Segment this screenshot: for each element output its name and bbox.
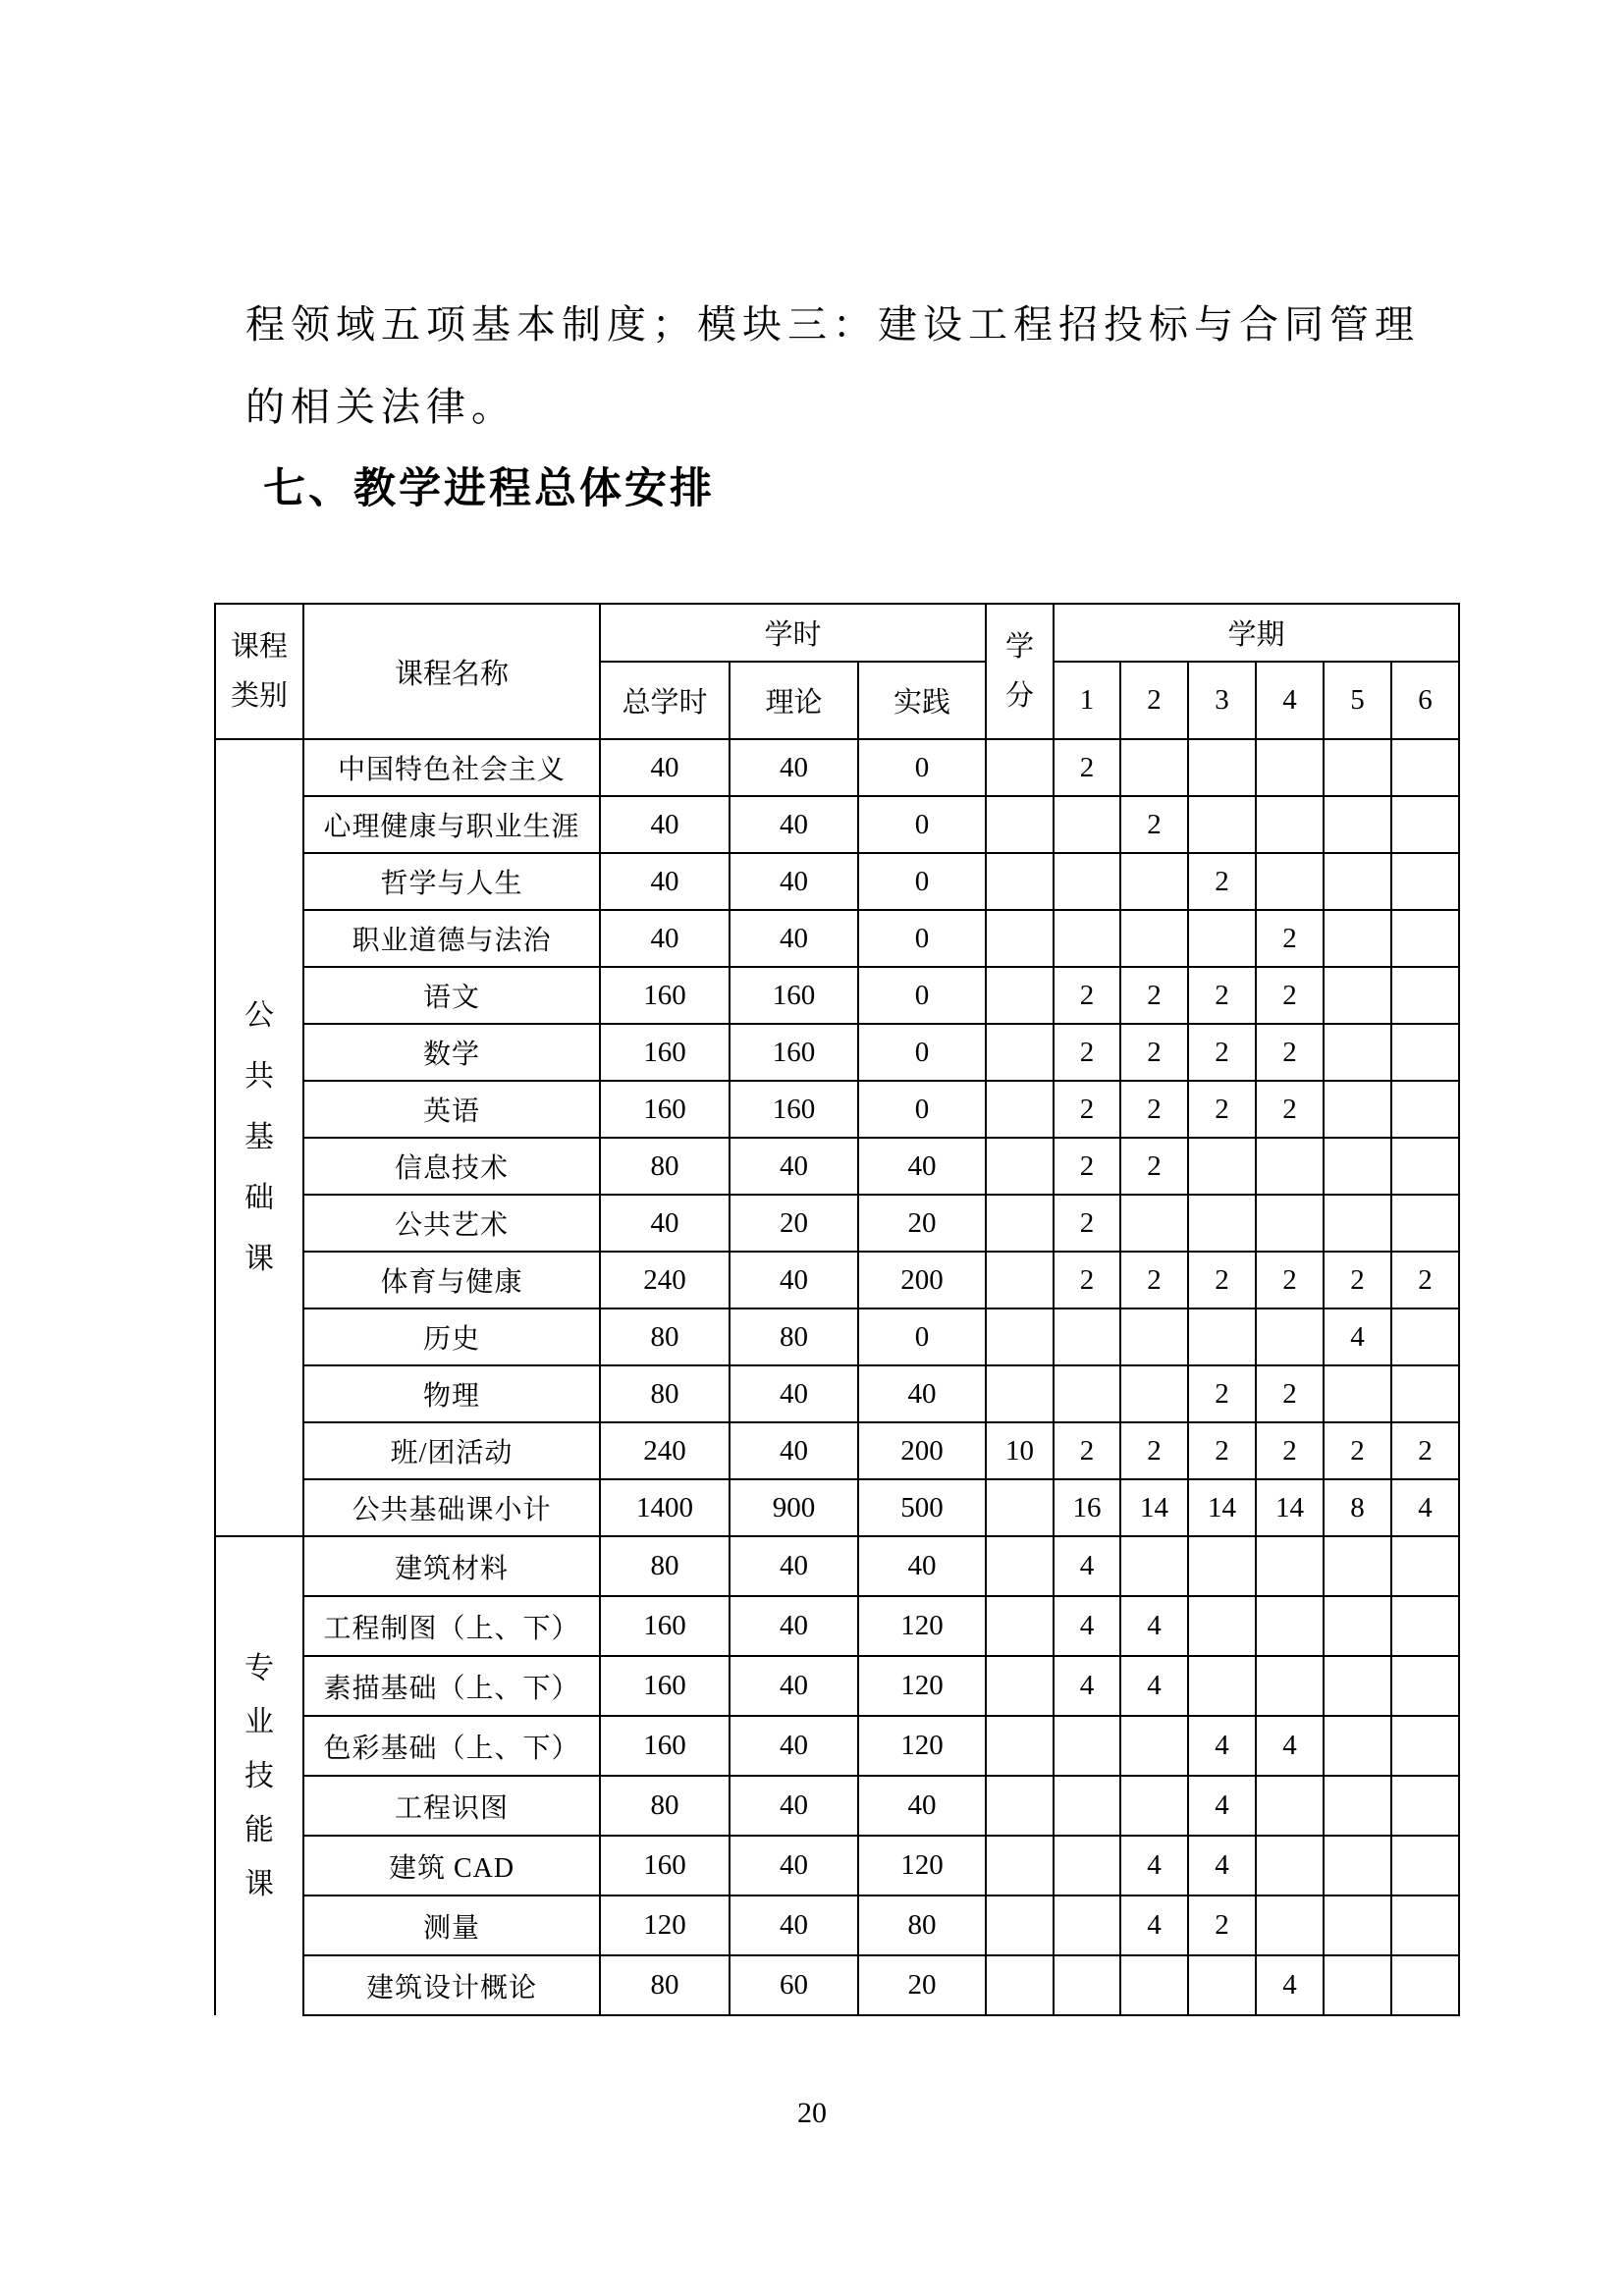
practice-hours-cell: 40: [858, 1536, 986, 1596]
table-row: [215, 967, 1459, 1024]
credit-cell: [986, 1252, 1054, 1308]
semester-2-cell: [1120, 1776, 1188, 1836]
credit-cell: [986, 910, 1054, 967]
semester-4-cell: 2: [1256, 1024, 1324, 1081]
semester-1-cell: [1054, 1365, 1120, 1422]
semester-5-cell: [1324, 1596, 1391, 1656]
semester-6-cell: [1391, 1776, 1459, 1836]
semester-5-cell: 2: [1324, 1422, 1391, 1479]
semester-6-cell: [1391, 1365, 1459, 1422]
course-name-cell: 素描基础（上、下）: [303, 1656, 600, 1716]
course-name-cell: 建筑 CAD: [303, 1836, 600, 1896]
credit-cell: [986, 739, 1054, 796]
semester-6-cell: [1391, 1955, 1459, 2015]
semester-5-cell: [1324, 967, 1391, 1024]
theory-hours-cell: 40: [730, 910, 858, 967]
semester-4-cell: 2: [1256, 1252, 1324, 1308]
table-row: [215, 1252, 1459, 1308]
semester-3-cell: 2: [1188, 1365, 1256, 1422]
credit-cell: [986, 1138, 1054, 1195]
practice-hours-cell: 120: [858, 1596, 986, 1656]
semester-4-cell: [1256, 1656, 1324, 1716]
semester-3-cell: [1188, 796, 1256, 853]
semester-1-cell: 2: [1054, 739, 1120, 796]
credit-cell: [986, 796, 1054, 853]
semester-3-cell: [1188, 1138, 1256, 1195]
table-row: [215, 1195, 1459, 1252]
table-row: [215, 1422, 1459, 1479]
semester-2-cell: 2: [1120, 1138, 1188, 1195]
semester-3-cell: [1188, 1195, 1256, 1252]
header-course-category: [215, 604, 303, 739]
semester-4-cell: [1256, 1836, 1324, 1896]
practice-hours-cell: 0: [858, 1081, 986, 1138]
semester-1-cell: 16: [1054, 1479, 1120, 1536]
semester-3-cell: [1188, 1955, 1256, 2015]
semester-2-cell: [1120, 853, 1188, 910]
semester-2-cell: [1120, 1308, 1188, 1365]
table-row: [215, 910, 1459, 967]
semester-1-cell: [1054, 910, 1120, 967]
semester-2-cell: 2: [1120, 1422, 1188, 1479]
semester-3-cell: 2: [1188, 1081, 1256, 1138]
semester-3-cell: 4: [1188, 1836, 1256, 1896]
semester-4-cell: [1256, 853, 1324, 910]
total-hours-cell: 240: [600, 1422, 730, 1479]
total-hours-cell: 240: [600, 1252, 730, 1308]
semester-2-cell: 2: [1120, 796, 1188, 853]
header-total-hours: 总学时: [600, 662, 730, 739]
semester-5-cell: [1324, 1138, 1391, 1195]
header-semester-4: 4: [1256, 662, 1324, 739]
course-name-cell: 语文: [303, 967, 600, 1024]
header-hours-group: 学时: [600, 604, 986, 662]
course-name-cell: 色彩基础（上、下）: [303, 1716, 600, 1776]
practice-hours-cell: 0: [858, 967, 986, 1024]
semester-3-cell: 2: [1188, 1896, 1256, 1955]
table-row: [215, 1836, 1459, 1896]
semester-4-cell: 2: [1256, 1422, 1324, 1479]
theory-hours-cell: 40: [730, 739, 858, 796]
total-hours-cell: 40: [600, 910, 730, 967]
total-hours-cell: 160: [600, 1024, 730, 1081]
schedule-table: [214, 603, 1460, 2016]
practice-hours-cell: 0: [858, 1308, 986, 1365]
semester-6-cell: [1391, 1308, 1459, 1365]
semester-5-cell: [1324, 1536, 1391, 1596]
theory-hours-cell: 80: [730, 1308, 858, 1365]
theory-hours-cell: 40: [730, 1896, 858, 1955]
semester-3-cell: 14: [1188, 1479, 1256, 1536]
semester-2-cell: 4: [1120, 1656, 1188, 1716]
header-semester-3: 3: [1188, 662, 1256, 739]
credit-cell: [986, 1365, 1054, 1422]
semester-4-cell: 4: [1256, 1955, 1324, 2015]
semester-2-cell: 2: [1120, 1252, 1188, 1308]
credit-cell: [986, 967, 1054, 1024]
practice-hours-cell: 0: [858, 853, 986, 910]
paragraph-line-1: 程领域五项基本制度；模块三：建设工程招投标与合同管理: [245, 302, 1420, 347]
total-hours-cell: 160: [600, 1081, 730, 1138]
semester-2-cell: 14: [1120, 1479, 1188, 1536]
course-name-cell: 建筑材料: [303, 1536, 600, 1596]
semester-3-cell: [1188, 739, 1256, 796]
theory-hours-cell: 40: [730, 1422, 858, 1479]
course-name-cell: 历史: [303, 1308, 600, 1365]
semester-6-cell: [1391, 1536, 1459, 1596]
table-row: [215, 739, 1459, 796]
semester-5-cell: [1324, 1836, 1391, 1896]
course-name-cell: 班/团活动: [303, 1422, 600, 1479]
credit-cell: [986, 1081, 1054, 1138]
semester-4-cell: [1256, 1308, 1324, 1365]
table-row: [215, 1536, 1459, 1596]
total-hours-cell: 160: [600, 1716, 730, 1776]
semester-3-cell: [1188, 1308, 1256, 1365]
header-credit-line-2: 分: [1005, 680, 1035, 712]
table-row: [215, 1896, 1459, 1955]
header-semester-1: 1: [1054, 662, 1120, 739]
practice-hours-cell: 40: [858, 1138, 986, 1195]
course-name-cell: 测量: [303, 1896, 600, 1955]
theory-hours-cell: 160: [730, 1081, 858, 1138]
practice-hours-cell: 0: [858, 796, 986, 853]
header-credit-line-1: 学: [1005, 631, 1035, 663]
semester-2-cell: 2: [1120, 1024, 1188, 1081]
practice-hours-cell: 0: [858, 739, 986, 796]
page-number: 20: [797, 2097, 827, 2129]
header-course-name: 课程名称: [303, 604, 600, 739]
theory-hours-cell: 40: [730, 1138, 858, 1195]
theory-hours-cell: 160: [730, 1024, 858, 1081]
semester-4-cell: 14: [1256, 1479, 1324, 1536]
semester-3-cell: 2: [1188, 853, 1256, 910]
semester-4-cell: [1256, 739, 1324, 796]
semester-6-cell: [1391, 1836, 1459, 1896]
semester-5-cell: [1324, 1024, 1391, 1081]
total-hours-cell: 80: [600, 1138, 730, 1195]
table-row: [215, 1479, 1459, 1536]
credit-cell: [986, 1656, 1054, 1716]
table-row: [215, 1955, 1459, 2015]
practice-hours-cell: 120: [858, 1836, 986, 1896]
semester-2-cell: 2: [1120, 967, 1188, 1024]
course-name-cell: 哲学与人生: [303, 853, 600, 910]
theory-hours-cell: 40: [730, 1536, 858, 1596]
semester-6-cell: [1391, 1138, 1459, 1195]
theory-hours-cell: 40: [730, 1836, 858, 1896]
total-hours-cell: 40: [600, 853, 730, 910]
semester-2-cell: [1120, 739, 1188, 796]
table-row: [215, 1596, 1459, 1656]
semester-1-cell: [1054, 796, 1120, 853]
category-label: 公 共 基 础 课: [244, 999, 274, 1275]
credit-cell: [986, 1596, 1054, 1656]
semester-5-cell: [1324, 1955, 1391, 2015]
semester-1-cell: 2: [1054, 1081, 1120, 1138]
practice-hours-cell: 120: [858, 1716, 986, 1776]
credit-cell: [986, 1716, 1054, 1776]
table-row: [215, 1081, 1459, 1138]
credit-cell: [986, 1836, 1054, 1896]
semester-4-cell: [1256, 1896, 1324, 1955]
total-hours-cell: 80: [600, 1955, 730, 2015]
semester-5-cell: [1324, 910, 1391, 967]
semester-6-cell: 2: [1391, 1422, 1459, 1479]
semester-3-cell: [1188, 1596, 1256, 1656]
semester-3-cell: [1188, 1536, 1256, 1596]
theory-hours-cell: 20: [730, 1195, 858, 1252]
semester-5-cell: [1324, 1716, 1391, 1776]
semester-5-cell: 4: [1324, 1308, 1391, 1365]
semester-5-cell: [1324, 1195, 1391, 1252]
category-cell: [215, 739, 303, 1536]
semester-6-cell: [1391, 1024, 1459, 1081]
semester-3-cell: 4: [1188, 1776, 1256, 1836]
course-name-cell: 公共艺术: [303, 1195, 600, 1252]
semester-6-cell: [1391, 1716, 1459, 1776]
course-name-cell: 建筑设计概论: [303, 1955, 600, 2015]
theory-hours-cell: 40: [730, 1716, 858, 1776]
theory-hours-cell: 60: [730, 1955, 858, 2015]
table-row: [215, 1716, 1459, 1776]
semester-2-cell: [1120, 910, 1188, 967]
theory-hours-cell: 40: [730, 1252, 858, 1308]
credit-cell: [986, 1024, 1054, 1081]
table-row: [215, 853, 1459, 910]
semester-4-cell: 4: [1256, 1716, 1324, 1776]
total-hours-cell: 160: [600, 967, 730, 1024]
total-hours-cell: 80: [600, 1365, 730, 1422]
credit-cell: [986, 1536, 1054, 1596]
semester-5-cell: 2: [1324, 1252, 1391, 1308]
semester-1-cell: 2: [1054, 1138, 1120, 1195]
semester-3-cell: 2: [1188, 1252, 1256, 1308]
semester-5-cell: [1324, 1656, 1391, 1716]
table-row: [215, 1656, 1459, 1716]
semester-1-cell: 4: [1054, 1536, 1120, 1596]
semester-4-cell: [1256, 1776, 1324, 1836]
semester-5-cell: [1324, 796, 1391, 853]
semester-3-cell: 2: [1188, 1024, 1256, 1081]
semester-4-cell: [1256, 1195, 1324, 1252]
semester-1-cell: [1054, 1896, 1120, 1955]
course-name-cell: 体育与健康: [303, 1252, 600, 1308]
category-cell: [215, 1536, 303, 2015]
header-semester-6: 6: [1391, 662, 1459, 739]
theory-hours-cell: 40: [730, 1656, 858, 1716]
theory-hours-cell: 40: [730, 1776, 858, 1836]
course-name-cell: 物理: [303, 1365, 600, 1422]
practice-hours-cell: 0: [858, 910, 986, 967]
table-row: [215, 1138, 1459, 1195]
header-semester-group: 学期: [1054, 604, 1459, 662]
semester-6-cell: [1391, 1896, 1459, 1955]
course-name-cell: 职业道德与法治: [303, 910, 600, 967]
semester-1-cell: [1054, 1836, 1120, 1896]
semester-1-cell: 4: [1054, 1596, 1120, 1656]
course-name-cell: 公共基础课小计: [303, 1479, 600, 1536]
theory-hours-cell: 40: [730, 796, 858, 853]
semester-1-cell: 2: [1054, 1252, 1120, 1308]
practice-hours-cell: 200: [858, 1252, 986, 1308]
semester-1-cell: 2: [1054, 1195, 1120, 1252]
semester-1-cell: [1054, 1955, 1120, 2015]
theory-hours-cell: 40: [730, 1365, 858, 1422]
total-hours-cell: 80: [600, 1308, 730, 1365]
category-label: 专 业 技 能 课: [244, 1651, 274, 1900]
semester-2-cell: [1120, 1536, 1188, 1596]
semester-3-cell: [1188, 910, 1256, 967]
credit-cell: [986, 1955, 1054, 2015]
header-practice: 实践: [858, 662, 986, 739]
theory-hours-cell: 40: [730, 853, 858, 910]
semester-2-cell: 4: [1120, 1596, 1188, 1656]
semester-6-cell: [1391, 1656, 1459, 1716]
semester-4-cell: [1256, 1138, 1324, 1195]
theory-hours-cell: 40: [730, 1596, 858, 1656]
header-credit: [986, 604, 1054, 739]
semester-2-cell: 2: [1120, 1081, 1188, 1138]
paragraph-line-2: 的相关法律。: [245, 385, 516, 429]
table-row: [215, 1776, 1459, 1836]
semester-1-cell: [1054, 1716, 1120, 1776]
body-paragraph: [245, 284, 1420, 449]
semester-6-cell: [1391, 853, 1459, 910]
semester-2-cell: [1120, 1195, 1188, 1252]
semester-5-cell: [1324, 1081, 1391, 1138]
semester-2-cell: 4: [1120, 1836, 1188, 1896]
semester-2-cell: [1120, 1365, 1188, 1422]
theory-hours-cell: 160: [730, 967, 858, 1024]
header-theory: 理论: [730, 662, 858, 739]
table-row: [215, 1365, 1459, 1422]
semester-6-cell: [1391, 1596, 1459, 1656]
semester-1-cell: 4: [1054, 1656, 1120, 1716]
semester-3-cell: [1188, 1656, 1256, 1716]
practice-hours-cell: 0: [858, 1024, 986, 1081]
header-course-category-line-1: 课程: [230, 631, 288, 663]
semester-4-cell: [1256, 1536, 1324, 1596]
practice-hours-cell: 120: [858, 1656, 986, 1716]
theory-hours-cell: 900: [730, 1479, 858, 1536]
semester-3-cell: 4: [1188, 1716, 1256, 1776]
course-name-cell: 中国特色社会主义: [303, 739, 600, 796]
semester-6-cell: [1391, 910, 1459, 967]
semester-5-cell: [1324, 853, 1391, 910]
schedule-table-body: [215, 739, 1459, 2015]
practice-hours-cell: 40: [858, 1776, 986, 1836]
semester-1-cell: [1054, 1776, 1120, 1836]
credit-cell: [986, 1308, 1054, 1365]
semester-6-cell: [1391, 1081, 1459, 1138]
table-row: [215, 1308, 1459, 1365]
semester-1-cell: 2: [1054, 1024, 1120, 1081]
total-hours-cell: 160: [600, 1656, 730, 1716]
practice-hours-cell: 20: [858, 1195, 986, 1252]
semester-5-cell: [1324, 1365, 1391, 1422]
table-row: [215, 1024, 1459, 1081]
header-course-category-line-2: 类别: [230, 680, 288, 712]
total-hours-cell: 80: [600, 1536, 730, 1596]
credit-cell: [986, 853, 1054, 910]
course-name-cell: 数学: [303, 1024, 600, 1081]
credit-cell: [986, 1479, 1054, 1536]
semester-4-cell: [1256, 1596, 1324, 1656]
total-hours-cell: 80: [600, 1776, 730, 1836]
credit-cell: [986, 1896, 1054, 1955]
credit-cell: [986, 1195, 1054, 1252]
total-hours-cell: 120: [600, 1896, 730, 1955]
semester-4-cell: 2: [1256, 967, 1324, 1024]
semester-3-cell: 2: [1188, 1422, 1256, 1479]
semester-5-cell: [1324, 739, 1391, 796]
practice-hours-cell: 80: [858, 1896, 986, 1955]
semester-4-cell: 2: [1256, 1081, 1324, 1138]
total-hours-cell: 40: [600, 796, 730, 853]
semester-1-cell: 2: [1054, 967, 1120, 1024]
total-hours-cell: 40: [600, 1195, 730, 1252]
semester-2-cell: [1120, 1955, 1188, 2015]
course-name-cell: 英语: [303, 1081, 600, 1138]
credit-cell: [986, 1776, 1054, 1836]
semester-6-cell: 2: [1391, 1252, 1459, 1308]
total-hours-cell: 160: [600, 1596, 730, 1656]
header-semester-5: 5: [1324, 662, 1391, 739]
semester-6-cell: [1391, 967, 1459, 1024]
semester-4-cell: 2: [1256, 1365, 1324, 1422]
header-semester-2: 2: [1120, 662, 1188, 739]
semester-6-cell: [1391, 796, 1459, 853]
semester-5-cell: 8: [1324, 1479, 1391, 1536]
course-name-cell: 工程识图: [303, 1776, 600, 1836]
semester-5-cell: [1324, 1776, 1391, 1836]
semester-2-cell: [1120, 1716, 1188, 1776]
semester-4-cell: [1256, 796, 1324, 853]
practice-hours-cell: 40: [858, 1365, 986, 1422]
section-heading: 七、教学进程总体安排: [263, 465, 715, 512]
semester-1-cell: [1054, 853, 1120, 910]
course-name-cell: 心理健康与职业生涯: [303, 796, 600, 853]
total-hours-cell: 160: [600, 1836, 730, 1896]
semester-1-cell: 2: [1054, 1422, 1120, 1479]
semester-6-cell: [1391, 739, 1459, 796]
total-hours-cell: 1400: [600, 1479, 730, 1536]
course-name-cell: 工程制图（上、下）: [303, 1596, 600, 1656]
semester-3-cell: 2: [1188, 967, 1256, 1024]
semester-6-cell: [1391, 1195, 1459, 1252]
total-hours-cell: 40: [600, 739, 730, 796]
table-row: [215, 796, 1459, 853]
practice-hours-cell: 500: [858, 1479, 986, 1536]
semester-2-cell: 4: [1120, 1896, 1188, 1955]
course-name-cell: 信息技术: [303, 1138, 600, 1195]
semester-1-cell: [1054, 1308, 1120, 1365]
practice-hours-cell: 200: [858, 1422, 986, 1479]
semester-6-cell: 4: [1391, 1479, 1459, 1536]
semester-5-cell: [1324, 1896, 1391, 1955]
semester-4-cell: 2: [1256, 910, 1324, 967]
credit-cell: 10: [986, 1422, 1054, 1479]
practice-hours-cell: 20: [858, 1955, 986, 2015]
